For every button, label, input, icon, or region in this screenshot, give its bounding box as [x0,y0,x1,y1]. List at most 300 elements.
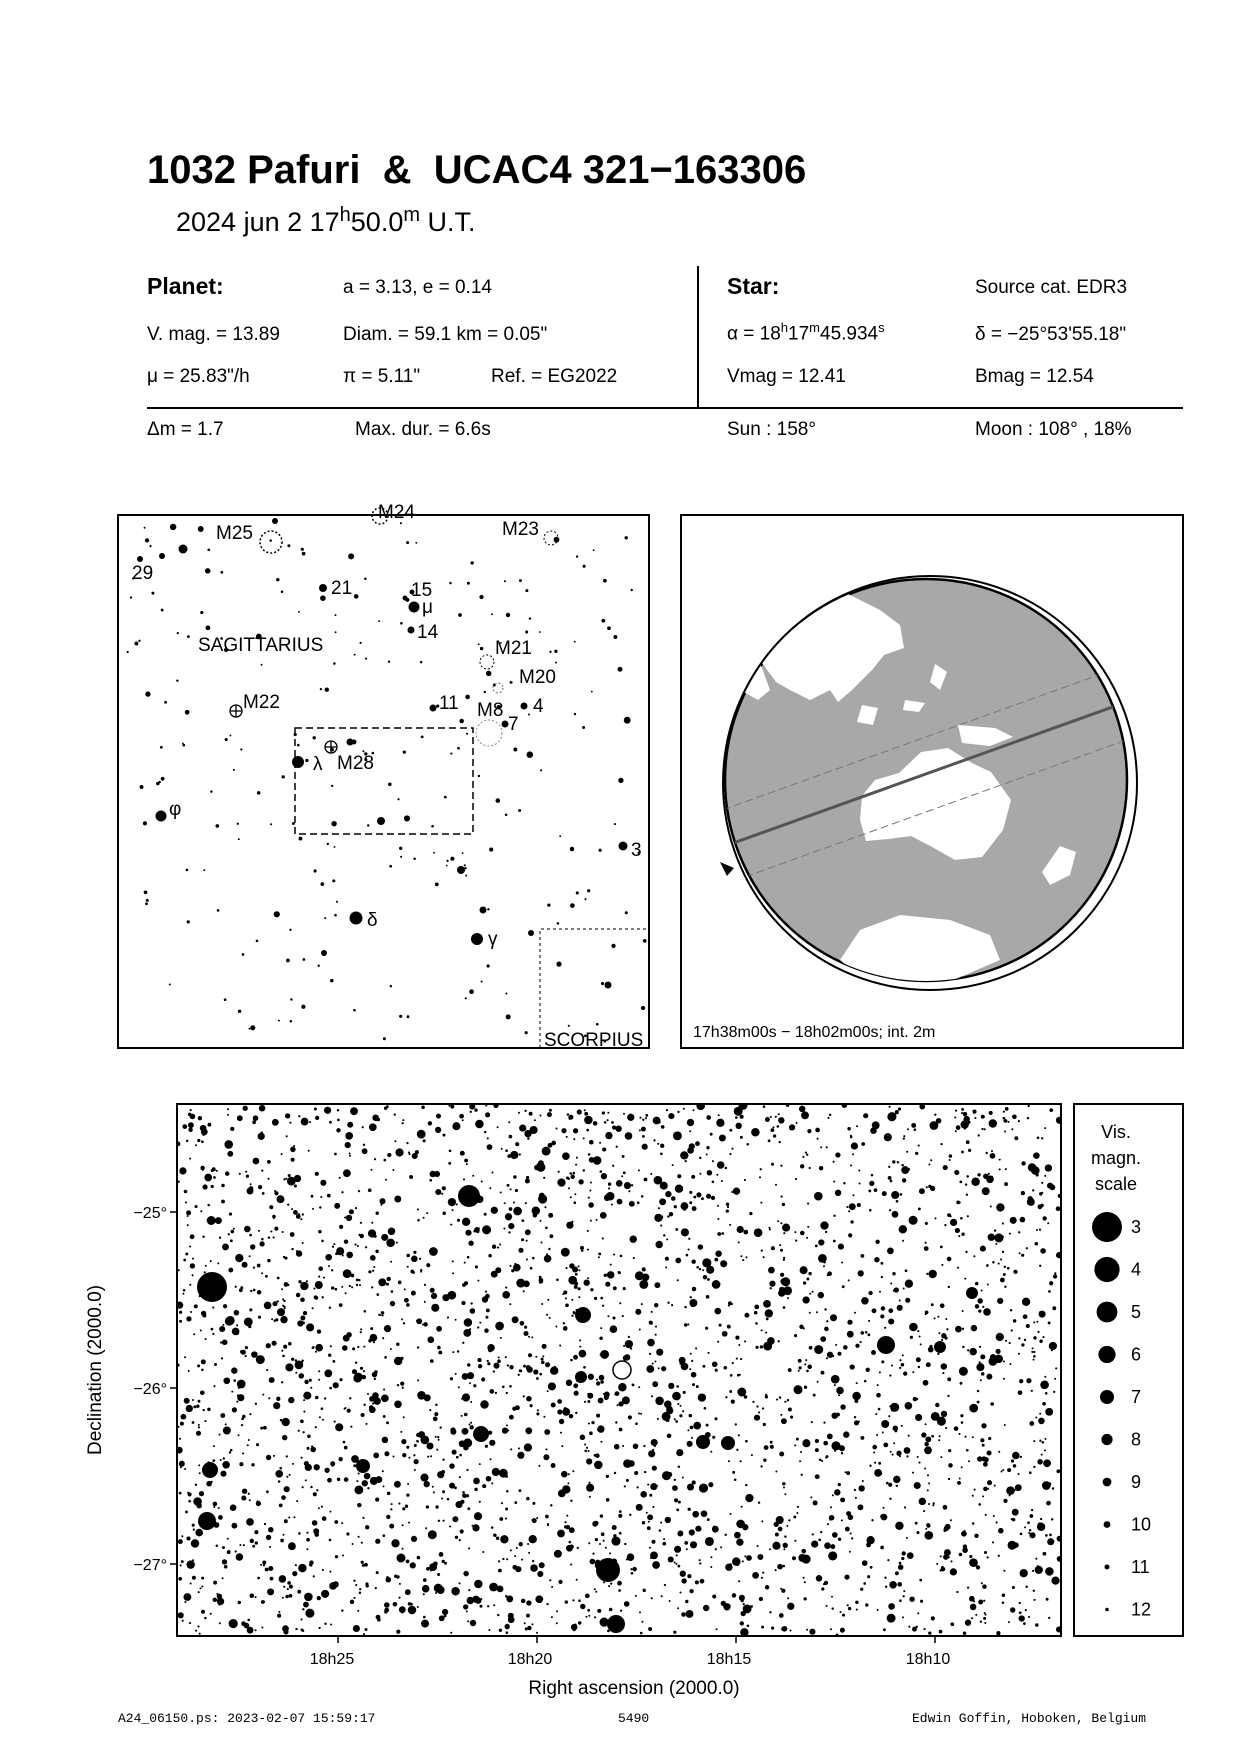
chart-star [346,1252,353,1259]
chart-star [1039,1192,1042,1195]
chart-star [915,1522,918,1525]
chart-star [768,1139,771,1142]
chart-star [485,1112,490,1117]
chart-star [693,1422,701,1430]
chart-star [809,1346,813,1350]
chart-star [179,1461,185,1467]
finder-star [319,584,327,592]
chart-star [344,1239,348,1243]
chart-star [699,1559,701,1561]
finder-star [421,735,424,738]
chart-star [530,1404,533,1407]
finder-star [276,578,279,581]
chart-star [784,1535,786,1537]
chart-star [1039,1265,1041,1267]
chart-star [250,1539,254,1543]
chart-star [257,1264,261,1268]
chart-star [589,1157,595,1163]
chart-star [771,1163,774,1166]
chart-star [313,1528,319,1534]
chart-star [650,1483,657,1490]
chart-star [429,1409,431,1411]
chart-star [343,1169,351,1177]
chart-star [218,1515,223,1520]
chart-star [244,1226,251,1233]
chart-star [925,1311,929,1315]
chart-star [282,1305,284,1307]
chart-star [202,1462,218,1478]
chart-star [665,1267,667,1269]
finder-star [187,635,190,638]
chart-star [523,1280,530,1287]
chart-star [800,1164,804,1168]
chart-star [863,1582,866,1585]
chart-star [230,1504,237,1511]
chart-star [1054,1378,1056,1380]
chart-star [831,1596,833,1598]
chart-star [775,1184,777,1186]
chart-star [772,1126,774,1128]
chart-star [473,1478,480,1485]
finder-star [334,914,337,917]
chart-star [729,1224,731,1226]
chart-star [186,1210,191,1215]
chart-star [573,1201,576,1204]
chart-star [982,1444,985,1447]
chart-star [526,1176,529,1179]
chart-star [587,1400,590,1403]
chart-star [450,1632,452,1634]
finder-star [233,769,235,771]
chart-star [1036,1173,1039,1176]
chart-star [961,1108,964,1111]
chart-star [248,1325,251,1328]
chart-star [521,1559,523,1561]
chart-star [734,1107,743,1116]
chart-star [923,1380,929,1386]
chart-star [833,1180,835,1182]
chart-star [934,1114,936,1116]
chart-star [569,1541,572,1544]
chart-star [833,1161,835,1163]
chart-star [849,1551,851,1553]
finder-star [313,736,316,739]
chart-star [1055,1367,1057,1369]
chart-star [535,1356,537,1358]
chart-star [358,1234,360,1236]
chart-star [531,1519,533,1521]
finder-star [348,553,354,559]
chart-star [495,1392,497,1394]
chart-star [472,1524,479,1531]
chart-star [551,1586,553,1588]
chart-star [188,1122,194,1128]
chart-star [1029,1532,1035,1538]
chart-star [569,1263,574,1268]
chart-star [899,1562,902,1565]
scale-label: 3 [1131,1217,1142,1237]
chart-star [667,1215,669,1217]
chart-star [654,1361,656,1363]
chart-star [683,1209,685,1211]
chart-star [301,1457,303,1459]
chart-star [584,1450,587,1453]
chart-star [641,1195,644,1198]
chart-star [339,1303,343,1307]
chart-star [261,1170,263,1172]
chart-star [436,1114,441,1119]
chart-star [712,1180,715,1183]
chart-star [657,1143,659,1145]
finder-star [210,790,212,792]
finder-star [607,626,611,630]
chart-star [784,1493,786,1495]
chart-star [652,1363,654,1365]
chart-star [940,1456,942,1458]
chart-star [887,1614,896,1623]
chart-star [281,1350,283,1352]
chart-star [423,1322,427,1326]
chart-star [889,1405,891,1407]
chart-star [969,1555,972,1558]
chart-star [945,1427,947,1429]
chart-star [592,1552,594,1554]
xtick-label: 18h20 [507,1651,553,1668]
chart-star [473,1384,476,1387]
chart-star [1049,1108,1053,1112]
chart-star [305,1479,307,1481]
chart-star [301,1570,303,1572]
chart-star [900,1193,903,1196]
chart-star [883,1442,888,1447]
chart-star [926,1273,928,1275]
chart-star [358,1472,360,1474]
chart-star [675,1563,677,1565]
chart-star [580,1246,584,1250]
chart-star [529,1535,537,1543]
finder-star [622,846,624,848]
chart-star [1038,1418,1045,1425]
chart-star [414,1444,417,1447]
chart-star [244,1317,253,1326]
chart-star [647,1526,651,1530]
chart-star [346,1136,348,1138]
chart-star [203,1409,205,1411]
chart-star [924,1442,929,1447]
chart-star [230,1449,233,1452]
chart-star [644,1471,646,1473]
chart-star [351,1286,353,1288]
chart-star [830,1314,837,1321]
chart-star [789,1629,791,1631]
finder-star [350,912,363,925]
chart-star [737,1388,746,1397]
finder-star [462,852,464,854]
chart-star [317,1596,321,1600]
chart-star [971,1325,977,1331]
chart-star [904,1506,906,1508]
chart-star [1054,1272,1056,1274]
chart-star [195,1529,203,1537]
chart-star [651,1395,653,1397]
chart-star [966,1175,969,1178]
chart-star [729,1129,732,1132]
chart-star [1030,1514,1034,1518]
chart-star [356,1459,370,1473]
chart-star [760,1465,762,1467]
finder-star [143,821,147,825]
chart-star [287,1177,296,1186]
chart-star [1002,1236,1004,1238]
finder-star [584,898,586,900]
chart-star [825,1231,827,1233]
chart-star [944,1526,949,1531]
chart-star [277,1195,285,1203]
chart-star [457,1350,459,1352]
chart-star [630,1236,637,1243]
chart-star [854,1312,856,1314]
chart-star [599,1543,601,1545]
finder-star [457,747,460,750]
chart-star [868,1320,870,1322]
chart-star [925,1423,927,1425]
chart-star [1020,1569,1028,1577]
chart-star [217,1594,222,1599]
chart-star [588,1422,590,1424]
chart-star [190,1311,192,1313]
chart-star [288,1542,296,1550]
finder-star [301,1005,305,1009]
chart-star [501,1502,503,1504]
chart-star [732,1362,734,1364]
chart-star [996,1203,1004,1211]
chart-star [648,1450,655,1457]
chart-star [961,1421,964,1424]
finder-star [582,726,585,729]
chart-star [484,1131,486,1133]
chart-star [510,1188,512,1190]
chart-star [556,1610,558,1612]
chart-star [618,1271,620,1273]
chart-star [856,1609,858,1611]
chart-star [982,1495,984,1497]
chart-star [974,1534,978,1538]
chart-star [531,1623,533,1625]
chart-star [950,1560,952,1562]
chart-star [586,1458,592,1464]
scale-title-line: magn. [1090,1148,1142,1168]
chart-star [468,1589,470,1591]
chart-star [249,1308,252,1311]
chart-star [719,1324,722,1327]
chart-star [948,1463,953,1468]
chart-star [311,1195,314,1198]
chart-star [497,1359,501,1363]
chart-star [894,1429,897,1432]
label-m21: M21 [495,638,532,659]
chart-star [198,1512,216,1530]
chart-star [787,1597,789,1599]
chart-star [692,1206,697,1211]
chart-star [827,1117,829,1119]
chart-star [782,1224,790,1232]
chart-star [1039,1229,1041,1231]
chart-star [691,1372,697,1378]
chart-star [644,1178,648,1182]
chart-star [238,1601,241,1604]
chart-star [526,1497,530,1501]
chart-star [693,1109,695,1111]
chart-star [248,1493,250,1495]
chart-star [990,1354,996,1360]
chart-star [674,1498,678,1502]
chart-star [864,1380,867,1383]
finder-star [619,842,628,851]
chart-star [322,1419,324,1421]
chart-star [902,1354,904,1356]
chart-star [716,1119,724,1127]
chart-star [329,1121,332,1124]
chart-star [695,1141,700,1146]
chart-star [715,1369,718,1372]
finder-star [449,582,451,584]
finder-star [397,798,399,800]
chart-star [928,1446,931,1449]
finder-star [334,846,336,848]
footer-filename: A24_06150.ps: 2023-02-07 15:59:17 [118,1711,376,1726]
chart-star [290,1232,295,1237]
finder-star [318,965,320,967]
finder-star [229,735,231,737]
finder-star [354,594,359,599]
chart-star [305,1594,307,1596]
chart-star [465,1230,471,1236]
finder-star [170,524,177,531]
chart-star [421,1620,429,1628]
chart-star [605,1547,607,1549]
chart-star [350,1600,354,1604]
chart-star [372,1403,374,1405]
chart-star [224,1140,233,1149]
chart-star [693,1196,696,1199]
chart-star [627,1114,634,1121]
chart-star [201,1585,203,1587]
chart-star [830,1506,832,1508]
y-ticks [133,1205,177,1574]
chart-star [798,1554,806,1562]
chart-star [499,1243,501,1245]
chart-star [933,1502,935,1504]
chart-star [674,1418,676,1420]
chart-star [324,1397,326,1399]
chart-star [281,1153,283,1155]
chart-star [369,1123,377,1131]
chart-star [573,1172,576,1175]
chart-star [901,1164,904,1167]
chart-star [339,1177,341,1179]
chart-star [635,1271,644,1280]
chart-star [521,1238,524,1241]
chart-star [324,1623,326,1625]
chart-star [716,1174,718,1176]
chart-star [381,1311,385,1315]
chart-star [982,1187,990,1195]
chart-star [986,1556,988,1558]
chart-star [614,1472,616,1474]
chart-star [196,1404,199,1407]
finder-star [403,750,406,753]
chart-star [1033,1336,1037,1340]
chart-star [586,1484,594,1492]
chart-star [587,1609,590,1612]
chart-star [807,1365,812,1370]
chart-star [939,1630,943,1634]
chart-star [588,1615,590,1617]
chart-star [277,1277,280,1280]
chart-star [633,1257,635,1259]
chart-star [355,1244,357,1246]
chart-star [423,1616,426,1619]
chart-star [500,1535,508,1543]
chart-star [806,1278,809,1281]
chart-star [315,1116,319,1120]
chart-star [856,1125,858,1127]
chart-star [600,1441,602,1443]
chart-star [717,1341,719,1343]
chart-star [787,1399,789,1401]
chart-star [759,1176,761,1178]
chart-star [588,1197,590,1199]
chart-star [235,1550,237,1552]
chart-star [439,1552,444,1557]
chart-star [241,1621,246,1626]
chart-star [814,1192,823,1201]
chart-star [668,1113,674,1119]
finder-star [539,631,541,633]
chart-star [730,1513,732,1515]
chart-star [549,1579,551,1581]
target-star-marker [613,1361,631,1379]
chart-star [794,1444,796,1446]
chart-star [704,1407,707,1410]
chart-star [207,1408,210,1411]
chart-star [502,1291,510,1299]
chart-star [376,1212,379,1215]
chart-star [186,1536,190,1540]
chart-star [624,1543,626,1545]
chart-star [308,1150,310,1152]
chart-star [961,1531,967,1537]
nebula-m8-symbol [476,720,502,746]
chart-star [302,1359,304,1361]
chart-star [192,1559,194,1561]
label-14: 14 [417,622,439,643]
finder-star [290,998,292,1000]
chart-star [578,1287,581,1290]
chart-star [903,1371,907,1375]
chart-star [869,1465,871,1467]
chart-star [191,1539,199,1547]
chart-star [584,1109,586,1111]
chart-star [858,1421,860,1423]
chart-star [336,1128,340,1132]
chart-star [300,1218,302,1220]
finder-stars [127,518,647,1043]
chart-star [241,1496,246,1501]
chart-star [712,1595,716,1599]
chart-star [699,1562,701,1564]
chart-star [732,1593,736,1597]
